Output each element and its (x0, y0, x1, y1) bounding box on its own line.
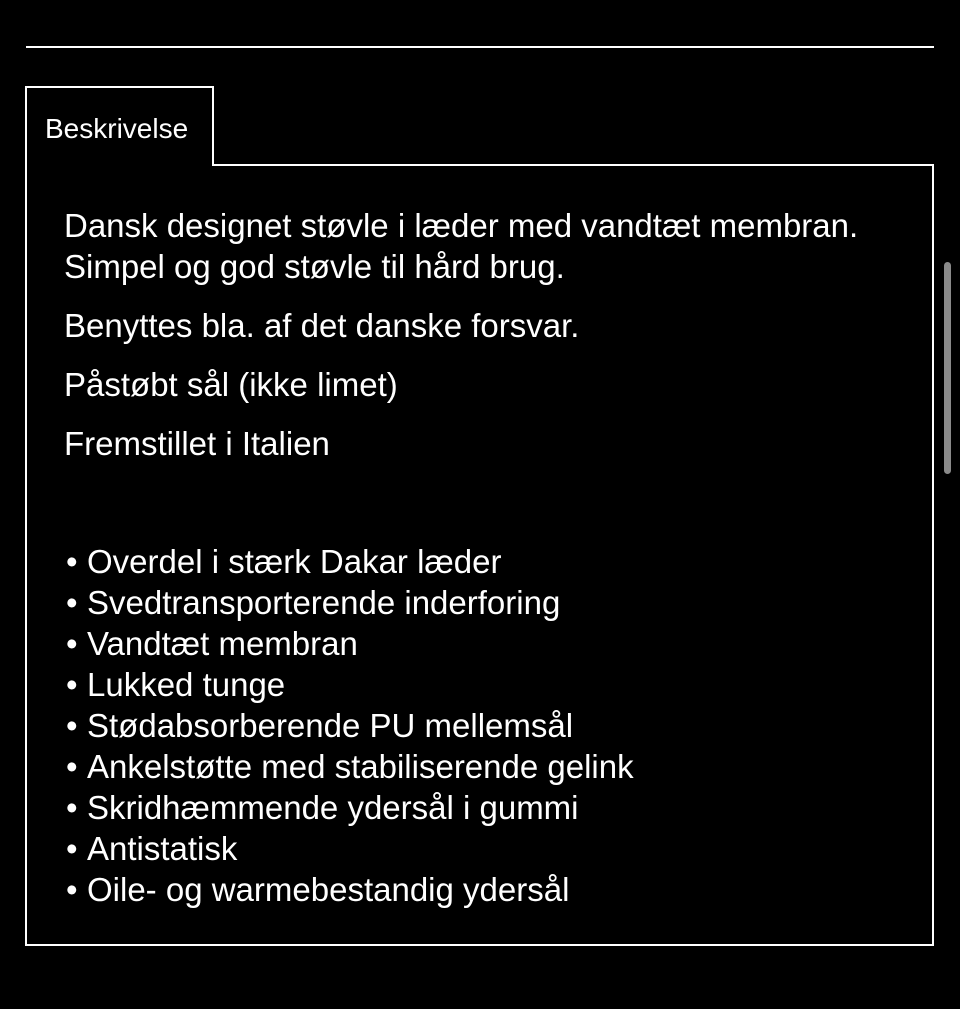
feature-text: Ankelstøtte med stabiliserende gelink (87, 748, 634, 785)
bullet-icon: • (66, 584, 78, 621)
bullet-icon: • (66, 789, 78, 826)
description-paragraph: Påstøbt sål (ikke limet) (64, 366, 398, 403)
description-paragraph: Fremstillet i Italien (64, 425, 330, 462)
feature-text: Svedtransporterende inderforing (87, 584, 561, 621)
description-paragraph: Benyttes bla. af det danske forsvar. (64, 307, 580, 344)
feature-text: Vandtæt membran (87, 625, 358, 662)
description-paragraph: Dansk designet støvle i læder med vandtæt membran. Simpel og god støvle til hård brug. (64, 207, 859, 285)
bullet-icon: • (66, 871, 78, 908)
bullet-icon: • (66, 543, 78, 580)
description-panel (25, 164, 934, 946)
tab-beskrivelse[interactable] (25, 86, 214, 166)
bullet-icon: • (66, 666, 78, 703)
bullet-icon: • (66, 830, 78, 867)
bullet-icon: • (66, 748, 78, 785)
feature-text: Lukked tunge (87, 666, 286, 703)
bullet-icon: • (66, 707, 78, 744)
divider (26, 46, 934, 48)
feature-text: Skridhæmmende ydersål i gummi (87, 789, 579, 826)
bullet-icon: • (66, 625, 78, 662)
scrollbar-thumb[interactable] (944, 262, 951, 474)
tab-connector (27, 163, 212, 167)
feature-text: Stødabsorberende PU mellemsål (87, 707, 574, 744)
feature-text: Antistatisk (87, 830, 238, 867)
tab-label: Beskrivelse (45, 113, 189, 144)
feature-text: Oile- og warmebestandig ydersål (87, 871, 570, 908)
feature-text: Overdel i stærk Dakar læder (87, 543, 502, 580)
